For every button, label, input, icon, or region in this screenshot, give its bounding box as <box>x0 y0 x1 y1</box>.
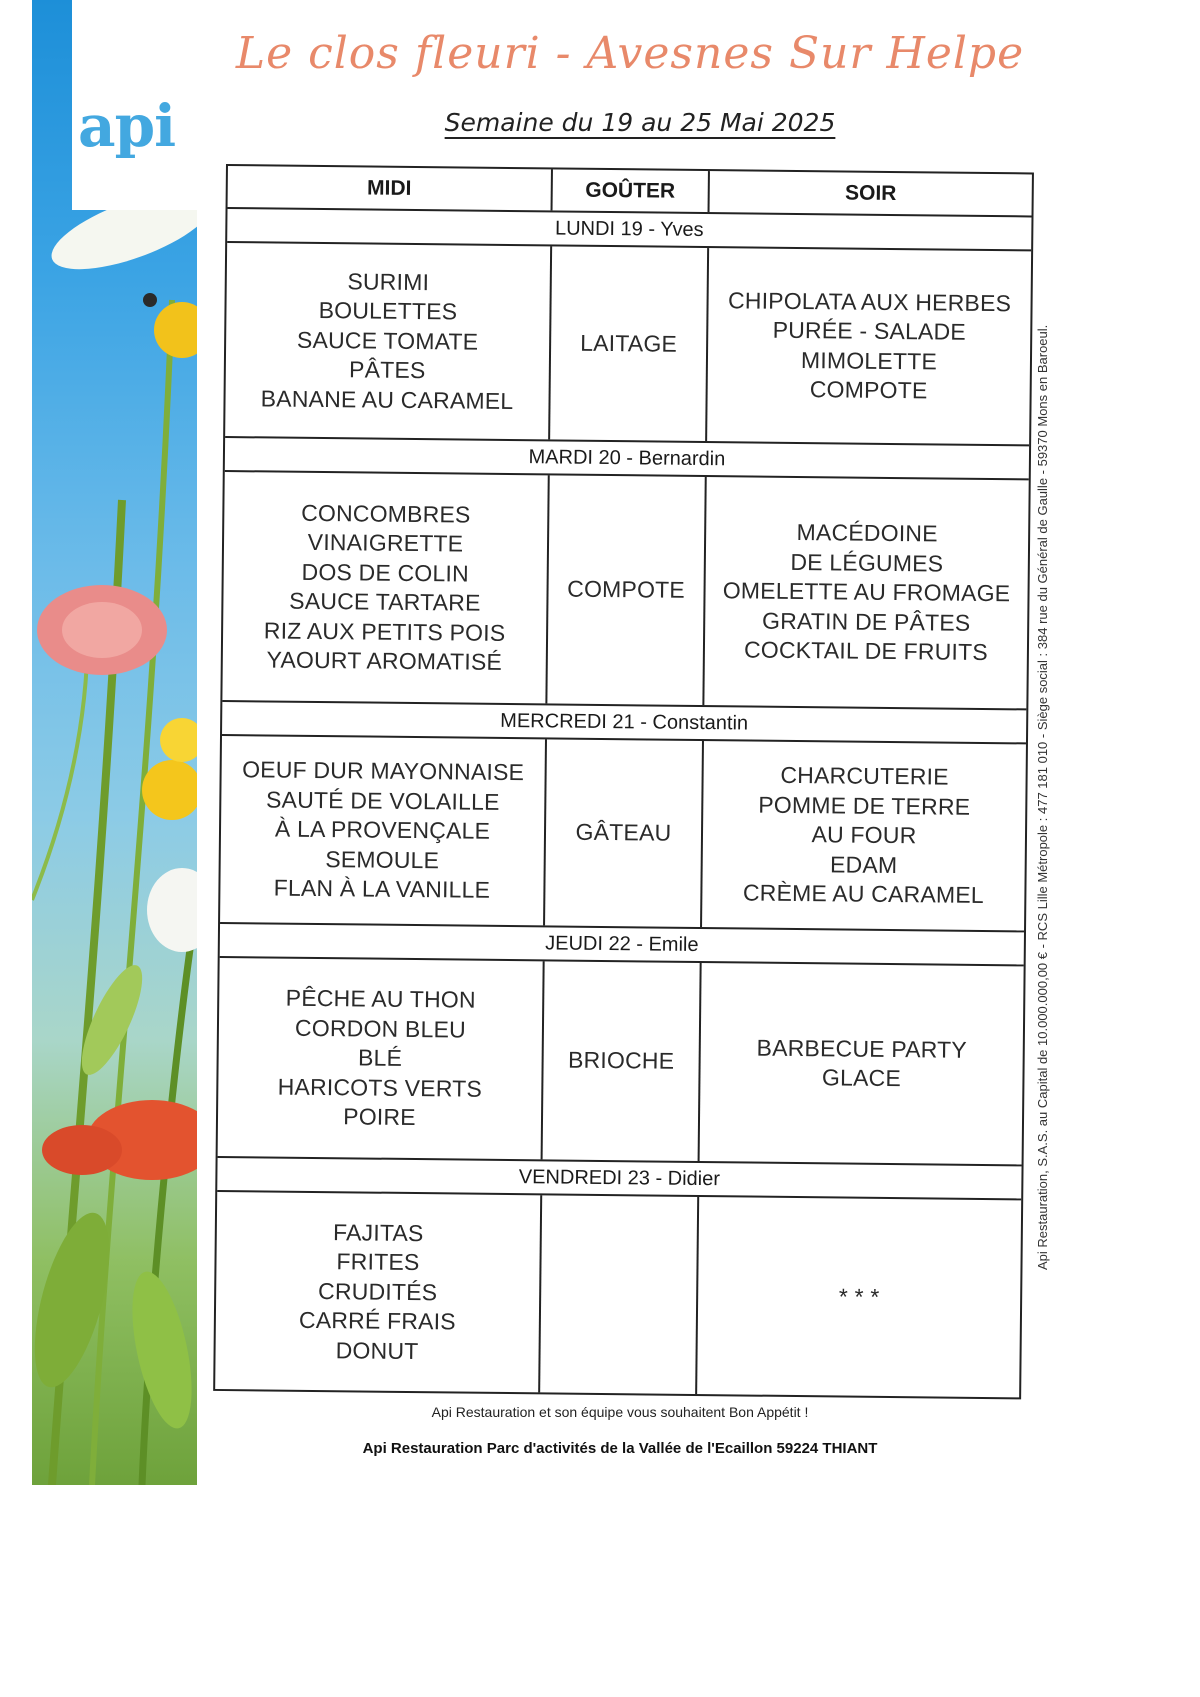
meal-row <box>218 958 1024 1166</box>
meal-cell-midi <box>218 958 545 1159</box>
header-gouter: GOÛTER <box>553 169 710 212</box>
day-label: MARDI 20 - Bernardin <box>528 445 726 470</box>
dish-item: LAITAGE <box>580 329 678 357</box>
meal-cell-soir <box>702 741 1026 930</box>
dish-item: BLÉ <box>357 1044 403 1072</box>
dish-item: COCKTAIL DE FRUITS <box>743 636 988 666</box>
dish-item: POMME DE TERRE <box>758 791 971 820</box>
dish-item: CONCOMBRES <box>301 499 471 528</box>
dish-item: SEMOULE <box>325 845 440 874</box>
dish-item: MACÉDOINE <box>796 519 938 547</box>
meal-row <box>220 736 1026 932</box>
dish-item: RIZ AUX PETITS POIS <box>263 616 506 646</box>
dish-item: BOULETTES <box>318 297 458 325</box>
dish-item: EDAM <box>829 851 898 878</box>
week-subtitle: Semaine du 19 au 25 Mai 2025 <box>444 108 836 137</box>
dish-item: SAUTÉ DE VOLAILLE <box>265 786 500 815</box>
header-midi: MIDI <box>228 166 553 210</box>
dish-item: CHIPOLATA AUX HERBES <box>727 286 1012 316</box>
dish-item: SURIMI <box>347 268 430 295</box>
dish-item: CRUDITÉS <box>317 1277 438 1306</box>
legal-notice: Api Restauration, S.A.S. au Capital de 10.000.000,00 € - RCS Lille Métropole : 477 181 010 - Siège social : 384 rue du Général de Gaulle - 59370 Mons en Baroeul. <box>1035 324 1050 1270</box>
meal-cell-soir <box>704 477 1028 708</box>
days-container <box>215 209 1031 1397</box>
meal-cell-gouter <box>540 1195 699 1394</box>
floral-banner <box>32 0 197 1485</box>
day-label: VENDREDI 23 - Didier <box>518 1165 721 1190</box>
meal-cell-gouter <box>543 961 702 1161</box>
meal-row <box>225 243 1031 446</box>
meal-cell-gouter <box>550 246 709 441</box>
footer-address: Api Restauration Parc d'activités de la Vallée de l'Ecaillon 59224 THIANT <box>362 1440 878 1457</box>
dish-item: VINAIGRETTE <box>307 528 464 557</box>
dish-item: OMELETTE AU FROMAGE <box>722 577 1011 607</box>
dish-item: BRIOCHE <box>567 1046 675 1074</box>
api-logo: api <box>78 92 176 160</box>
dish-item: POIRE <box>343 1103 416 1131</box>
dish-item: SAUCE TOMATE <box>296 326 479 355</box>
meal-cell-midi <box>222 472 549 703</box>
dish-item: GRATIN DE PÂTES <box>761 607 971 636</box>
dish-item: DOS DE COLIN <box>301 558 469 587</box>
dish-item: FAJITAS <box>332 1218 424 1246</box>
dish-item: BANANE AU CARAMEL <box>260 385 514 414</box>
meal-cell-gouter <box>547 475 706 705</box>
day-label: JEUDI 22 - Emile <box>545 931 699 956</box>
dish-item: DONUT <box>335 1336 419 1364</box>
meal-cell-midi <box>220 736 547 925</box>
header-soir: SOIR <box>844 180 897 205</box>
meal-cell-soir <box>697 1197 1021 1397</box>
dish-item: GÂTEAU <box>575 818 672 846</box>
dish-item: AU FOUR <box>811 821 917 849</box>
dish-item: FLAN À LA VANILLE <box>273 874 491 904</box>
dish-item: YAOURT AROMATISÉ <box>266 646 503 675</box>
dish-item: * * * <box>838 1283 880 1310</box>
dish-item: PÊCHE AU THON <box>285 984 476 1013</box>
meal-row <box>215 1192 1021 1397</box>
footer-wish: Api Restauration et son équipe vous souhaitent Bon Appétit ! <box>431 1404 809 1420</box>
dish-item: À LA PROVENÇALE <box>274 815 491 845</box>
meal-cell-soir <box>707 248 1031 444</box>
dish-item: CARRÉ FRAIS <box>298 1307 456 1335</box>
dish-item: PURÉE - SALADE <box>772 316 967 345</box>
meal-row <box>222 472 1028 710</box>
dish-item: MIMOLETTE <box>800 346 938 374</box>
dish-item: PÂTES <box>348 356 426 384</box>
flower-illustration <box>32 0 197 1485</box>
day-label: LUNDI 19 - Yves <box>554 216 704 241</box>
dish-item: DE LÉGUMES <box>790 548 944 577</box>
dish-item: CORDON BLEU <box>294 1014 467 1043</box>
dish-item: OEUF DUR MAYONNAISE <box>242 756 525 786</box>
meal-cell-gouter <box>545 739 704 927</box>
dish-item: COMPOTE <box>809 376 928 404</box>
dish-item: COMPOTE <box>567 575 686 604</box>
dish-item: HARICOTS VERTS <box>277 1073 483 1102</box>
dish-item: CRÈME AU CARAMEL <box>742 879 984 909</box>
dish-item: CHARCUTERIE <box>780 762 949 790</box>
meal-cell-midi <box>215 1192 542 1392</box>
menu-table <box>213 164 1034 1399</box>
day-label: MERCREDI 21 - Constantin <box>500 709 749 734</box>
page-title: Le clos fleuri - Avesnes Sur Helpe <box>235 28 1025 79</box>
dish-item: BARBECUE PARTY <box>756 1034 968 1063</box>
meal-cell-soir <box>700 963 1024 1164</box>
dish-item: SAUCE TARTARE <box>289 587 481 616</box>
meal-cell-midi <box>225 243 552 439</box>
dish-item: FRITES <box>336 1248 420 1276</box>
dish-item: GLACE <box>821 1064 902 1092</box>
